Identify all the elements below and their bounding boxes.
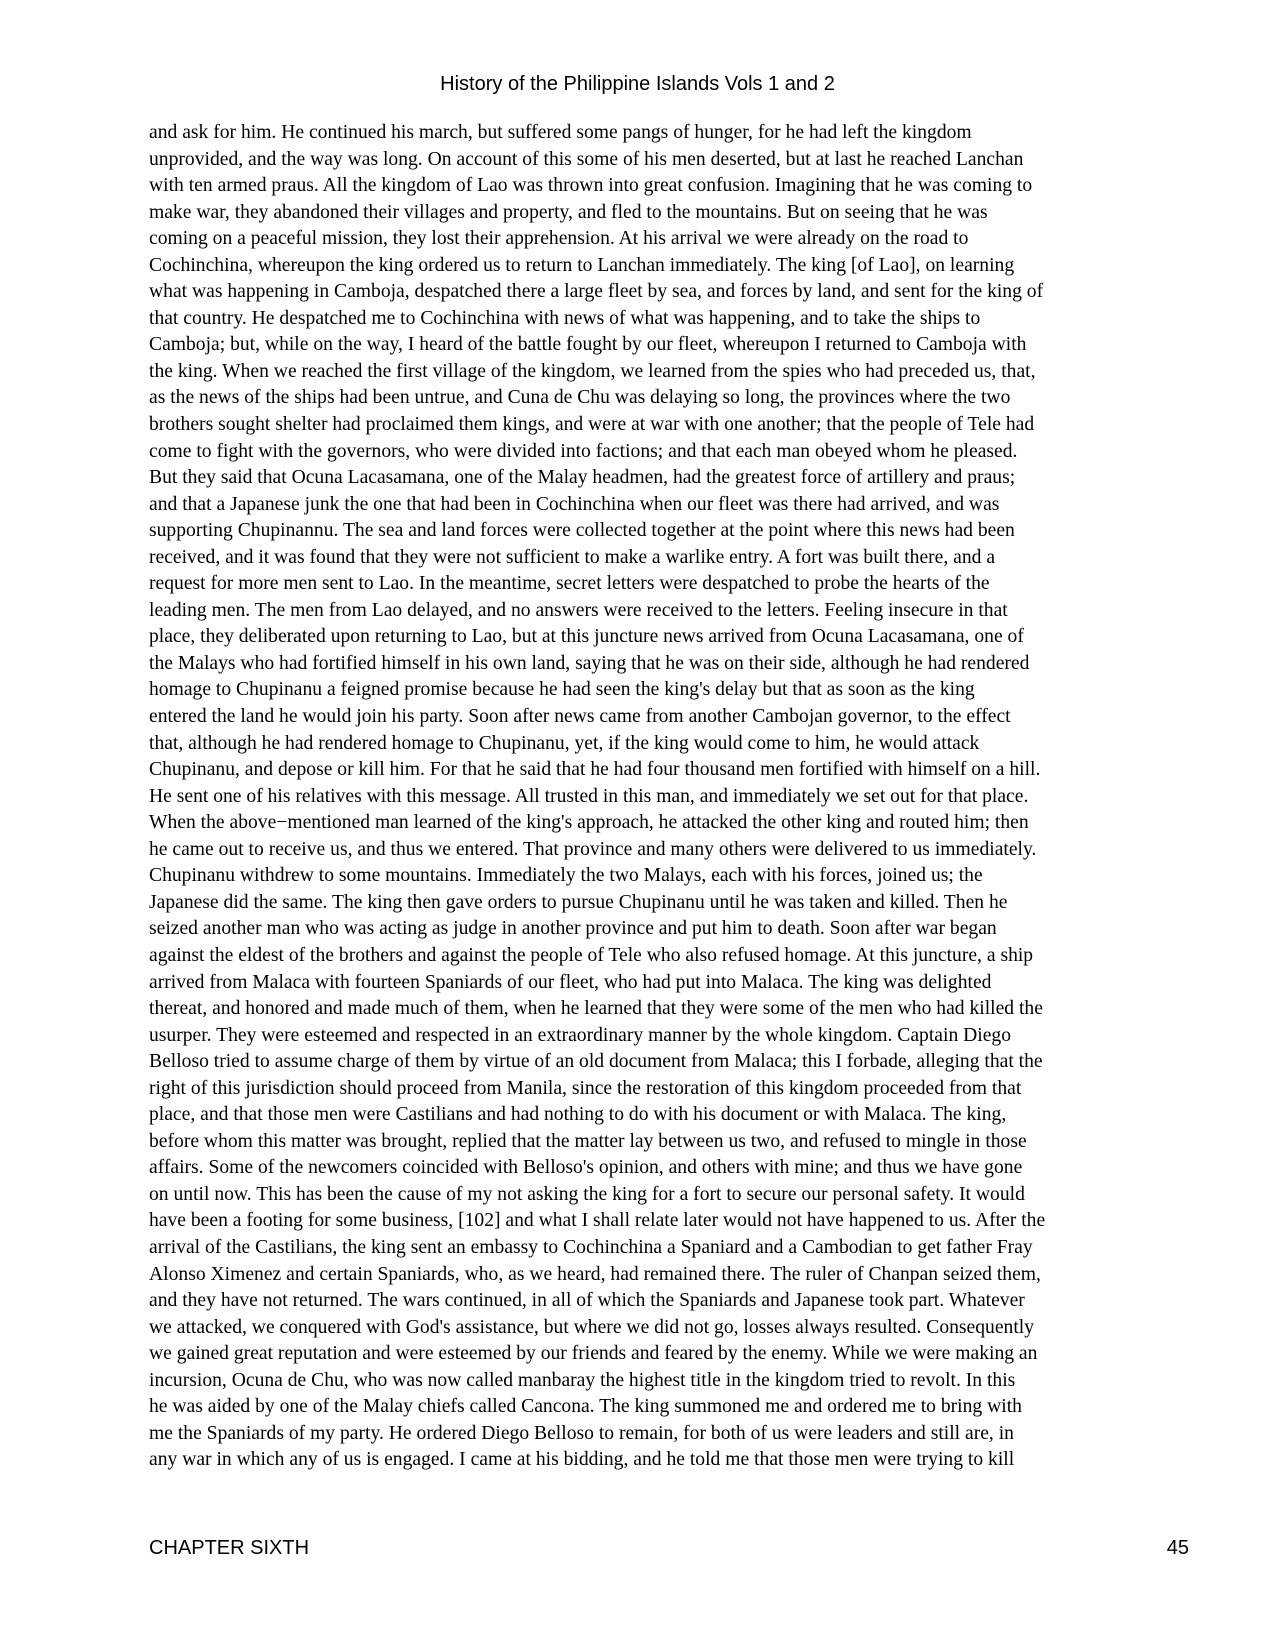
text-line: the Malays who had fortified himself in his own land, saying that he was on their side, although he had rendered — [149, 652, 1030, 674]
page-number: 45 — [1166, 1537, 1189, 1559]
text-line: before whom this matter was brought, replied that the matter lay between us two, and refused to mingle in those — [149, 1130, 1027, 1152]
text-line: with ten armed praus. All the kingdom of Lao was thrown into great confusion. Imagining that he was coming to — [149, 175, 1033, 197]
text-line: and they have not returned. The wars continued, in all of which the Spaniards and Japanese took part. Whatever — [149, 1290, 1025, 1312]
text-line: against the eldest of the brothers and against the people of Tele who also refused homage. At this juncture, a ship — [149, 944, 1034, 966]
text-line: unprovided, and the way was long. On account of this some of his men deserted, but at last he reached Lanchan — [149, 148, 1024, 170]
text-line: as the news of the ships had been untrue, and Cuna de Chu was delaying so long, the provinces where the two — [149, 387, 1011, 409]
text-line: Chupinanu, and depose or kill him. For that he said that he had four thousand men fortified with himself on a hill. — [149, 759, 1041, 781]
text-line: Camboja; but, while on the way, I heard of the battle fought by our fleet, whereupon I returned to Camboja with — [149, 334, 1027, 356]
text-line: he came out to receive us, and thus we entered. That province and many others were delivered to us immediately. — [149, 838, 1037, 860]
text-line: thereat, and honored and made much of them, when he learned that they were some of the men who had killed the — [149, 998, 1043, 1020]
text-line: that country. He despatched me to Cochinchina with news of what was happening, and to take the ships to — [149, 307, 981, 329]
text-line: Cochinchina, whereupon the king ordered us to return to Lanchan immediately. The king [of Lao], on learning — [149, 254, 1015, 276]
text-line: When the above−mentioned man learned of the king's approach, he attacked the other king and routed him; then — [149, 812, 1029, 834]
text-line: Alonso Ximenez and certain Spaniards, who, as we heard, had remained there. The ruler of Chanpan seized them, — [149, 1263, 1041, 1285]
running-header: History of the Philippine Islands Vols 1 and 2 — [440, 73, 835, 95]
text-line: arrived from Malaca with fourteen Spaniards of our fleet, who had put into Malaca. The king was delighted — [149, 971, 992, 993]
text-line: leading men. The men from Lao delayed, and no answers were received to the letters. Feeling insecure in that — [149, 599, 1008, 621]
text-line: brothers sought shelter had proclaimed them kings, and were at war with one another; that the people of Tele had — [149, 414, 1035, 436]
text-line: supporting Chupinannu. The sea and land forces were collected together at the point where this news had been — [149, 520, 1015, 542]
chapter-title: CHAPTER SIXTH — [149, 1537, 310, 1559]
text-line: me the Spaniards of my party. He ordered Diego Belloso to remain, for both of us were leaders and still are, in — [149, 1422, 1014, 1444]
text-line: he was aided by one of the Malay chiefs called Cancona. The king summoned me and ordered me to bring with — [149, 1396, 1022, 1418]
text-line: request for more men sent to Lao. In the meantime, secret letters were despatched to probe the hearts of the — [149, 573, 990, 595]
text-line: we attacked, we conquered with God's assistance, but where we did not go, losses always resulted. Consequently — [149, 1316, 1035, 1338]
text-line: incursion, Ocuna de Chu, who was now called manbaray the highest title in the kingdom tried to revolt. In this — [149, 1369, 1016, 1391]
text-line: and ask for him. He continued his march, but suffered some pangs of hunger, for he had left the kingdom — [149, 122, 972, 143]
text-line: affairs. Some of the newcomers coincided with Belloso's opinion, and others with mine; and thus we have gone — [149, 1157, 1023, 1179]
text-line: entered the land he would join his party. Soon after news came from another Cambojan governor, to the effect — [149, 706, 1011, 728]
text-line: place, they deliberated upon returning to Lao, but at this juncture news arrived from Ocuna Lacasamana, one of — [149, 626, 1024, 648]
text-line: Japanese did the same. The king then gave orders to pursue Chupinanu until he was taken and killed. Then he — [149, 891, 1008, 913]
body-text — [149, 120, 1189, 1474]
text-line: received, and it was found that they were not sufficient to make a warlike entry. A fort was built there, and a — [149, 546, 996, 568]
text-line: come to fight with the governors, who were divided into factions; and that each man obeyed whom he pleased. — [149, 440, 1018, 462]
text-line: and that a Japanese junk the one that had been in Cochinchina when our fleet was there had arrived, and was — [149, 493, 1000, 515]
text-line: right of this jurisdiction should proceed from Manila, since the restoration of this kingdom proceeded from that — [149, 1077, 1022, 1099]
text-line: He sent one of his relatives with this message. All trusted in this man, and immediately we set out for that place. — [149, 785, 1029, 807]
text-line: coming on a peaceful mission, they lost their apprehension. At his arrival we were already on the road to — [149, 228, 969, 250]
text-line: arrival of the Castilians, the king sent an embassy to Cochinchina a Spaniard and a Cambodian to get father Fray — [149, 1236, 1033, 1258]
text-line: on until now. This has been the cause of my not asking the king for a fort to secure our personal safety. It would — [149, 1183, 1025, 1205]
text-line: what was happening in Camboja, despatched there a large fleet by sea, and forces by land, and sent for the king of — [149, 281, 1044, 303]
text-line: the king. When we reached the first village of the kingdom, we learned from the spies who had preceded us, that, — [149, 360, 1036, 382]
text-line: place, and that those men were Castilians and had nothing to do with his document or with Malaca. The king, — [149, 1104, 1007, 1126]
text-line: seized another man who was acting as judge in another province and put him to death. Soon after war began — [149, 918, 997, 940]
text-line: Belloso tried to assume charge of them by virtue of an old document from Malaca; this I forbade, alleging that the — [149, 1051, 1043, 1073]
text-line: have been a footing for some business, [102] and what I shall relate later would not have happened to us. After the — [149, 1210, 1046, 1232]
text-line: that, although he had rendered homage to Chupinanu, yet, if the king would come to him, he would attack — [149, 732, 980, 754]
text-line: make war, they abandoned their villages and property, and fled to the mountains. But on seeing that he was — [149, 201, 988, 223]
text-line: homage to Chupinanu a feigned promise because he had seen the king's delay but that as soon as the king — [149, 679, 975, 701]
text-line: But they said that Ocuna Lacasamana, one of the Malay headmen, had the greatest force of artillery and praus; — [149, 467, 1016, 489]
text-line: usurper. They were esteemed and respected in an extraordinary manner by the whole kingdom. Captain Diego — [149, 1024, 1012, 1046]
text-line: Chupinanu withdrew to some mountains. Immediately the two Malays, each with his forces, joined us; the — [149, 865, 983, 887]
text-line: any war in which any of us is engaged. I came at his bidding, and he told me that those men were trying to kill — [149, 1449, 1015, 1471]
text-line: we gained great reputation and were esteemed by our friends and feared by the enemy. While we were making an — [149, 1343, 1038, 1365]
